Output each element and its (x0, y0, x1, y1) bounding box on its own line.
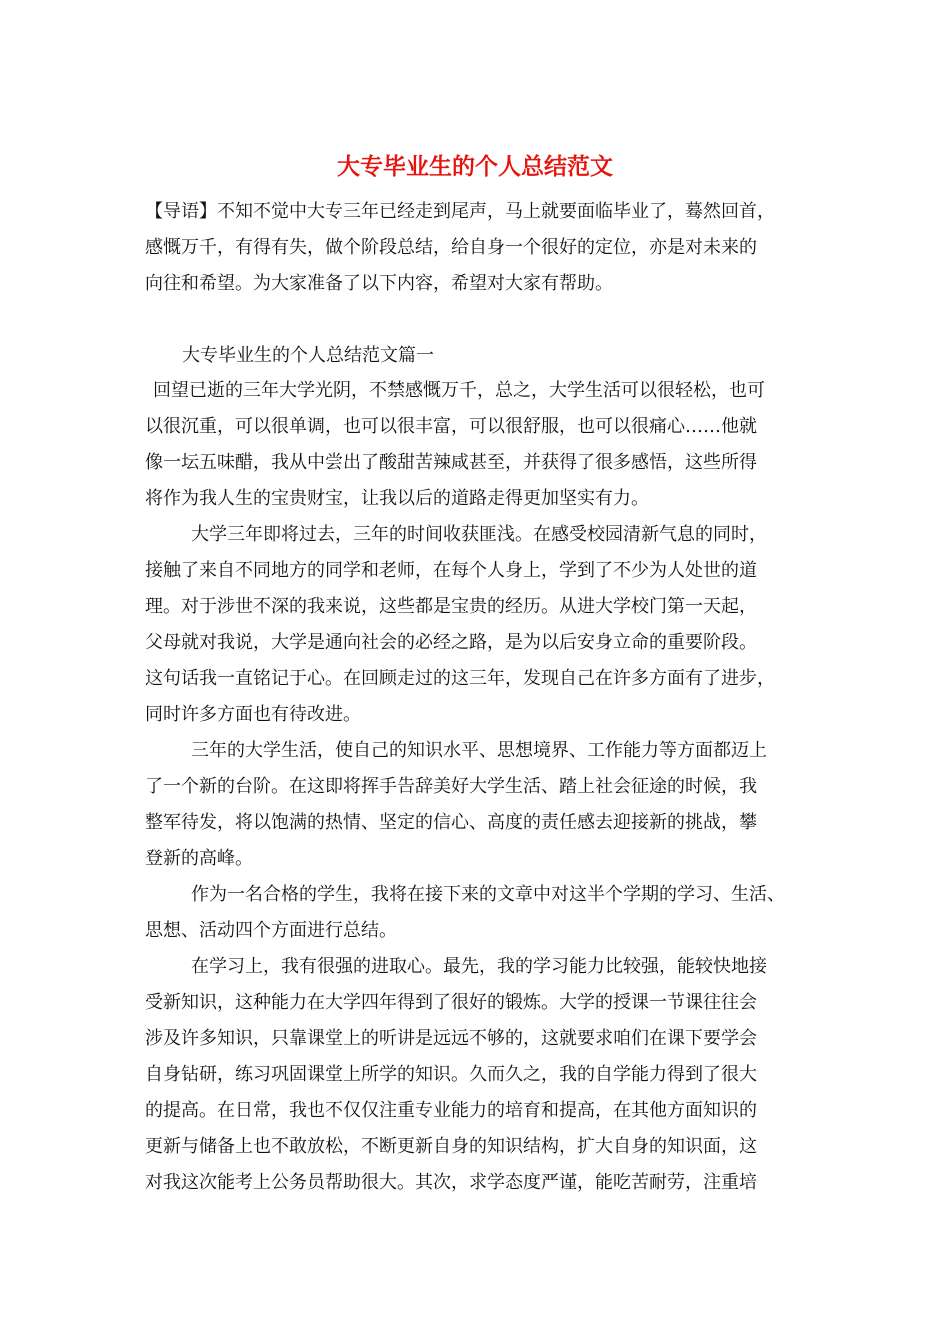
body-line: 受新知识，这种能力在大学四年得到了很好的锻炼。大学的授课一节课往往会 (145, 992, 757, 1013)
section-heading: 大专毕业生的个人总结范文篇一 (182, 345, 434, 366)
body-line: 思想、活动四个方面进行总结。 (145, 920, 397, 941)
body-line: 涉及许多知识，只靠课堂上的听讲是远远不够的，这就要求咱们在课下要学会 (145, 1028, 757, 1049)
body-line: 了一个新的台阶。在这即将挥手告辞美好大学生活、踏上社会征途的时候，我 (145, 776, 757, 797)
body-line: 这句话我一直铭记于心。在回顾走过的这三年，发现自己在许多方面有了进步， (145, 668, 775, 689)
body-line: 将作为我人生的宝贵财宝，让我以后的道路走得更加坚实有力。 (145, 488, 649, 509)
intro-line-3: 向往和希望。为大家准备了以下内容，希望对大家有帮助。 (145, 273, 613, 294)
body-line: 以很沉重，可以很单调，也可以很丰富，可以很舒服，也可以很痛心……他就 (145, 416, 757, 437)
body-line: 大学三年即将过去，三年的时间收获匪浅。在感受校园清新气息的同时， (191, 524, 767, 545)
body-line: 自身钻研，练习巩固课堂上所学的知识。久而久之，我的自学能力得到了很大 (145, 1064, 757, 1085)
body-line: 作为一名合格的学生，我将在接下来的文章中对这半个学期的学习、生活、 (191, 884, 785, 905)
body-line: 理。对于涉世不深的我来说，这些都是宝贵的经历。从进大学校门第一天起， (145, 596, 757, 617)
intro-line-2: 感慨万千，有得有失，做个阶段总结，给自身一个很好的定位，亦是对未来的 (145, 237, 757, 258)
body-line: 在学习上，我有很强的进取心。最先，我的学习能力比较强，能较快地接 (191, 956, 767, 977)
document-title: 大专毕业生的个人总结范文 (337, 153, 613, 180)
body-line: 对我这次能考上公务员帮助很大。其次，求学态度严谨，能吃苦耐劳，注重培 (145, 1172, 757, 1193)
body-line: 像一坛五味醋，我从中尝出了酸甜苦辣咸甚至，并获得了很多感悟，这些所得 (145, 452, 757, 473)
body-line: 接触了来自不同地方的同学和老师，在每个人身上，学到了不少为人处世的道 (145, 560, 757, 581)
body-line: 登新的高峰。 (145, 848, 253, 869)
body-line: 父母就对我说，大学是通向社会的必经之路，是为以后安身立命的重要阶段。 (145, 632, 757, 653)
body-line: 回望已逝的三年大学光阴，不禁感慨万千，总之，大学生活可以很轻松，也可 (153, 380, 765, 401)
body-line: 三年的大学生活，使自己的知识水平、思想境界、工作能力等方面都迈上 (191, 740, 767, 761)
body-line: 更新与储备上也不敢放松，不断更新自身的知识结构，扩大自身的知识面，这 (145, 1136, 757, 1157)
body-line: 整军待发，将以饱满的热情、坚定的信心、高度的责任感去迎接新的挑战，攀 (145, 812, 757, 833)
body-line: 的提高。在日常，我也不仅仅注重专业能力的培育和提高，在其他方面知识的 (145, 1100, 757, 1121)
body-line: 同时许多方面也有待改进。 (145, 704, 361, 725)
intro-line-1: 【导语】不知不觉中大专三年已经走到尾声，马上就要面临毕业了，蓦然回首， (145, 201, 775, 222)
